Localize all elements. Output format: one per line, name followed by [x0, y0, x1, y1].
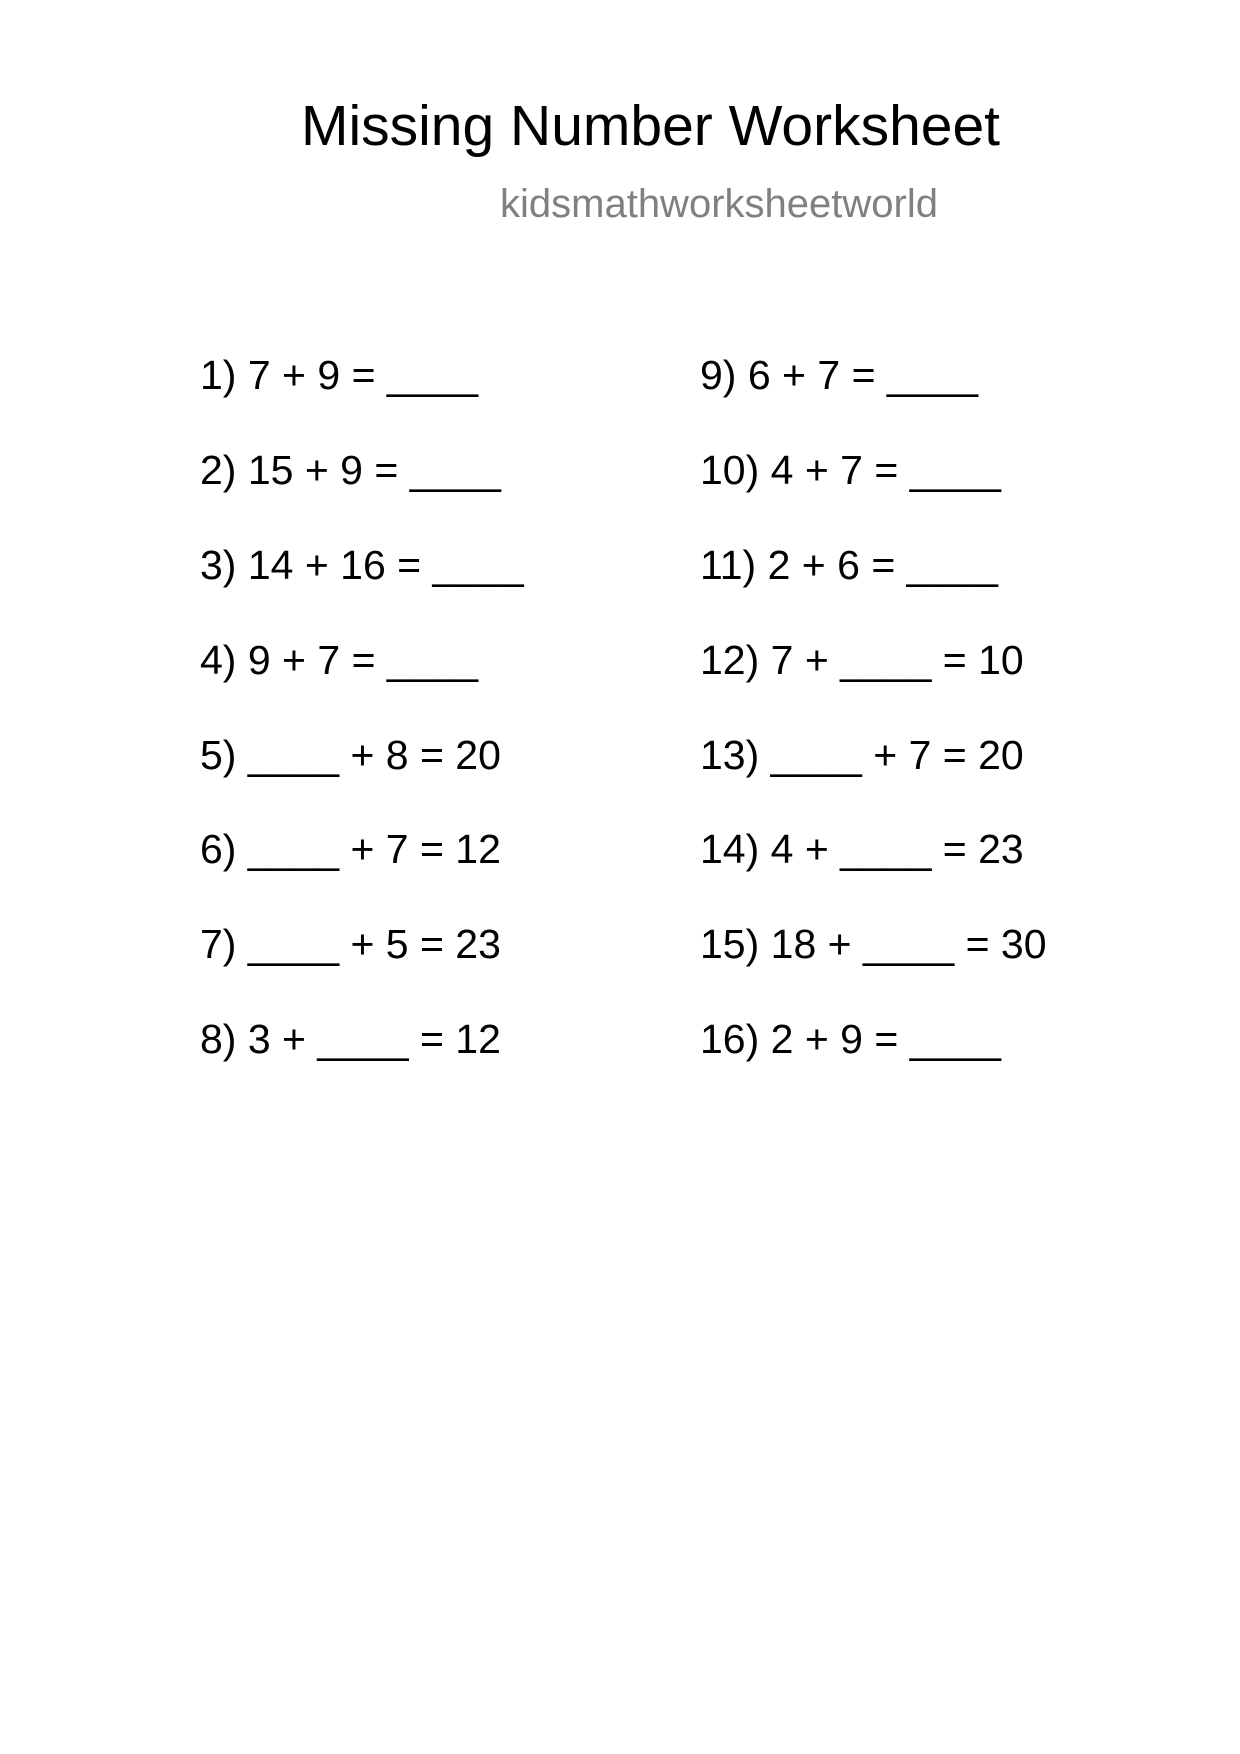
worksheet-source: kidsmathworksheetworld — [500, 182, 938, 226]
worksheet-title: Missing Number Worksheet — [301, 94, 1001, 158]
problem: 13) ____ + 7 = 20 — [700, 731, 1024, 778]
problem: 5) ____ + 8 = 20 — [200, 731, 501, 778]
problem: 7) ____ + 5 = 23 — [200, 921, 501, 968]
problem: 8) 3 + ____ = 12 — [200, 1016, 501, 1063]
problem: 1) 7 + 9 = ____ — [200, 352, 479, 398]
problem: 10) 4 + 7 = ____ — [700, 446, 1001, 493]
problem: 11) 2 + 6 = ____ — [700, 541, 998, 588]
problem: 15) 18 + ____ = 30 — [700, 921, 1047, 968]
problem: 3) 14 + 16 = ____ — [200, 541, 524, 588]
problems-right-column — [700, 352, 1047, 1114]
problems-left-column — [200, 352, 524, 1114]
problem: 12) 7 + ____ = 10 — [700, 636, 1024, 683]
problem: 4) 9 + 7 = ____ — [200, 636, 479, 683]
problem: 14) 4 + ____ = 23 — [700, 826, 1024, 873]
problem: 6) ____ + 7 = 12 — [200, 826, 501, 873]
problem: 9) 6 + 7 = ____ — [700, 352, 979, 398]
problem: 2) 15 + 9 = ____ — [200, 446, 501, 493]
problem: 16) 2 + 9 = ____ — [700, 1016, 1001, 1063]
